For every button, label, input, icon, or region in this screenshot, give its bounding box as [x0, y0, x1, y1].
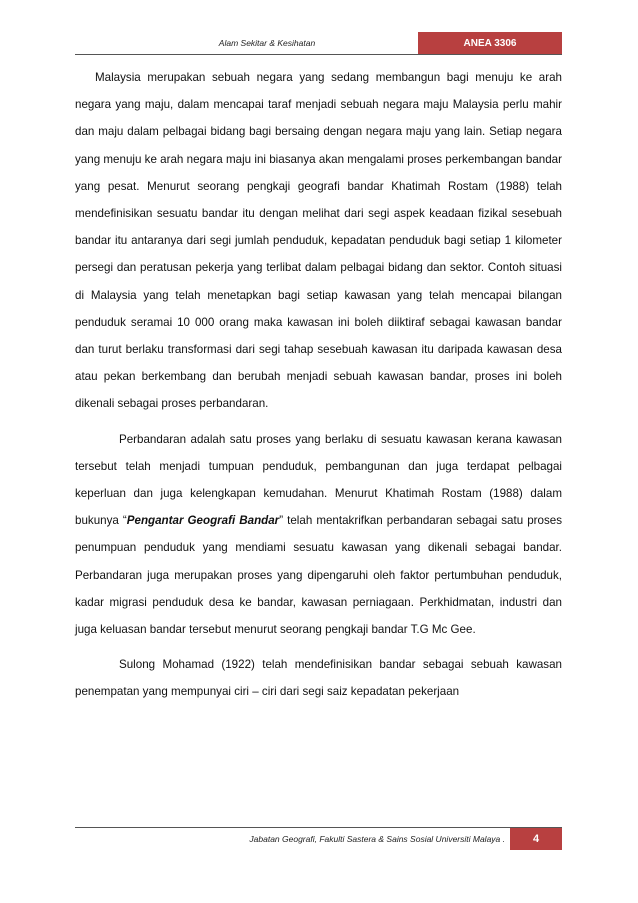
paragraph-2-text-after: ” telah mentakrifkan perbandaran sebagai satu proses penumpuan penduduk yang mendiami sesuatu kawasan yang dikenali sebagai bandar. Perbandaran juga merupakan proses yang dipengaruhi oleh faktor pertumbuhan penduduk, kadar migrasi penduduk desa ke bandar, kawasan perniagaan. Perkhidmatan, industri dan juga keluasan bandar tersebut menurut seorang pengkaji bandar T.G Mc Gee.	[75, 514, 562, 637]
paragraph-2	[75, 426, 562, 644]
book-title: Pengantar Geografi Bandar	[126, 514, 280, 528]
header-title: Alam Sekitar & Kesihatan	[218, 38, 316, 48]
page-header	[0, 0, 638, 62]
page-number-badge: 4	[510, 828, 562, 850]
header-divider	[75, 54, 562, 55]
document-body	[75, 64, 562, 706]
footer-divider	[75, 827, 562, 828]
footer-text: Jabatan Geografi, Fakulti Sastera & Sains Sosial Universiti Malaya .	[249, 834, 505, 844]
paragraph-1: Malaysia merupakan sebuah negara yang sedang membangun bagi menuju ke arah negara yang maju, dalam mencapai taraf menjadi sebuah negara maju Malaysia perlu mahir dan maju dalam pelbagai bidang bagi bersaing dengan negara maju yang lain. Setiap negara yang menuju ke arah negara maju ini biasanya akan mengalami proses perkembangan bandar yang pesat. Menurut seorang pengkaji geografi bandar Khatimah Rostam (1988) telah mendefinisikan sesuatu bandar itu dengan melihat dari segi aspek keadaan fizikal sesebuah bandar itu antaranya dari segi jumlah penduduk, kepadatan penduduk bagi setiap 1 kilometer persegi dan peratusan pekerja yang terlibat dalam pelbagai bidang dan sektor. Contoh situasi di Malaysia yang telah menetapkan bagi setiap kawasan yang telah mencapai bilangan penduduk seramai 10 000 orang maka kawasan ini boleh diiktiraf sebagai kawasan bandar dan turut berlaku transformasi dari segi tahap sesebuah kawasan itu daripada kawasan desa atau pekan berkembang dan berubah menjadi sebuah kawasan bandar, proses ini boleh dikenali sebagai proses perbandaran.	[75, 71, 562, 411]
paragraph-2-text-before: Perbandaran adalah satu proses yang berlaku di sesuatu kawasan kerana kawasan tersebut telah menjadi tumpuan penduduk, pembangunan dan juga terdapat pelbagai keperluan dan juga kelengkapan kemudahan. Menurut Khatimah Rostam (1988) dalam bukunya “	[75, 432, 562, 528]
course-code-badge: ANEA 3306	[418, 32, 562, 54]
paragraph-3: Sulong Mohamad (1922) telah mendefinisikan bandar sebagai sebuah kawasan penempatan yang mempunyai ciri – ciri dari segi saiz kepadatan pekerjaan	[75, 658, 562, 699]
